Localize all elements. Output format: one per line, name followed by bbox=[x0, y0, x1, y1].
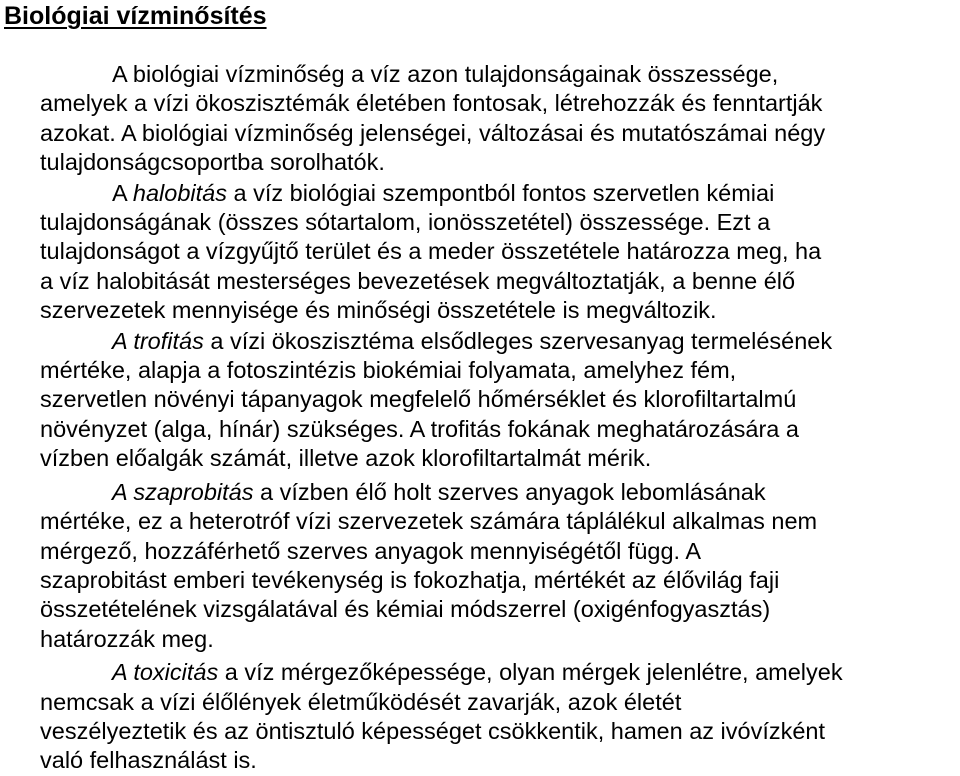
paragraph-line: amelyek a vízi ökoszisztémák életében fontosak, létrehozzák és fenntartják bbox=[40, 90, 823, 117]
paragraph-line: nemcsak a vízi élőlények életműködését zavarják, azok életét bbox=[40, 688, 682, 715]
paragraph-line: mértéke, ez a heterotróf vízi szervezetek számára táplálékul alkalmas nem bbox=[40, 508, 818, 535]
paragraph-intro bbox=[40, 60, 960, 178]
paragraph-line bbox=[40, 179, 960, 208]
paragraph-toxicitas bbox=[40, 658, 960, 776]
line-text: a víz mérgezőképessége, olyan mérgek jelenlétre, amelyek bbox=[218, 659, 843, 686]
paragraph-line: vízben előalgák számát, illetve azok klorofiltartalmát mérik. bbox=[40, 445, 652, 472]
term-trofitas: A trofitás bbox=[112, 327, 204, 354]
paragraph-line: mértéke, alapja a fotoszintézis biokémiai folyamata, amelyhez fém, bbox=[40, 357, 737, 384]
paragraph-line bbox=[40, 478, 960, 507]
paragraph-szaprobitas bbox=[40, 478, 960, 654]
paragraph-line: való felhasználást is. bbox=[40, 747, 257, 774]
page-title-text: Biológiai vízminősítés bbox=[4, 2, 267, 30]
paragraph-line: határozzák meg. bbox=[40, 625, 214, 652]
paragraph-line: azokat. A biológiai vízminőség jelenségei, változásai és mutatószámai négy bbox=[40, 119, 826, 146]
paragraph-line: tulajdonságának (összes sótartalom, ionösszetétel) összessége. Ezt a bbox=[40, 209, 771, 236]
paragraph-line: összetételének vizsgálatával és kémiai módszerrel (oxigénfogyasztás) bbox=[40, 596, 771, 623]
paragraph-line: szervetlen növényi tápanyagok megfelelő hőmérséklet és klorofiltartalmú bbox=[40, 386, 797, 413]
paragraph-line: szervezetek mennyisége és minőségi összetétele is megváltozik. bbox=[40, 297, 717, 324]
paragraph-line: a víz halobitását mesterséges bevezetések megváltoztatják, a benne élő bbox=[40, 267, 796, 294]
paragraph-line bbox=[40, 658, 960, 687]
paragraph-line: növényzet (alga, hínár) szükséges. A trofitás fokának meghatározására a bbox=[40, 415, 799, 442]
line-text: A bbox=[112, 179, 133, 206]
term-szaprobitas: A szaprobitás bbox=[112, 478, 254, 505]
line-text: a vízi ökoszisztéma elsődleges szervesanyag termelésének bbox=[203, 327, 833, 354]
line-text: a vízben élő holt szerves anyagok lebomlásának bbox=[253, 478, 766, 505]
paragraph-line: A biológiai vízminőség a víz azon tulajdonságainak összessége, bbox=[112, 61, 779, 87]
paragraph-trofitas bbox=[40, 327, 960, 474]
paragraph-line: tulajdonságcsoportba sorolhatók. bbox=[40, 149, 385, 176]
paragraph-line: mérgező, hozzáférhető szerves anyagok mennyiségétől függ. A bbox=[40, 537, 701, 564]
term-halobitas: halobitás bbox=[132, 179, 227, 206]
paragraph-line: szaprobitást emberi tevékenység is fokozhatja, mértékét az élővilág faji bbox=[40, 566, 780, 593]
paragraph-line bbox=[40, 327, 960, 356]
paragraph-line: tulajdonságot a vízgyűjtő terület és a meder összetétele határozza meg, ha bbox=[40, 238, 822, 265]
document-body bbox=[40, 60, 960, 776]
page-title bbox=[4, 1, 267, 31]
paragraph-halobitas bbox=[40, 179, 960, 326]
term-toxicitas: A toxicitás bbox=[112, 659, 219, 686]
paragraph-line: veszélyeztetik és az öntisztuló képességet csökkentik, hamen az ivóvízként bbox=[40, 717, 826, 744]
line-text: a víz biológiai szempontból fontos szervetlen kémiai bbox=[227, 179, 775, 206]
